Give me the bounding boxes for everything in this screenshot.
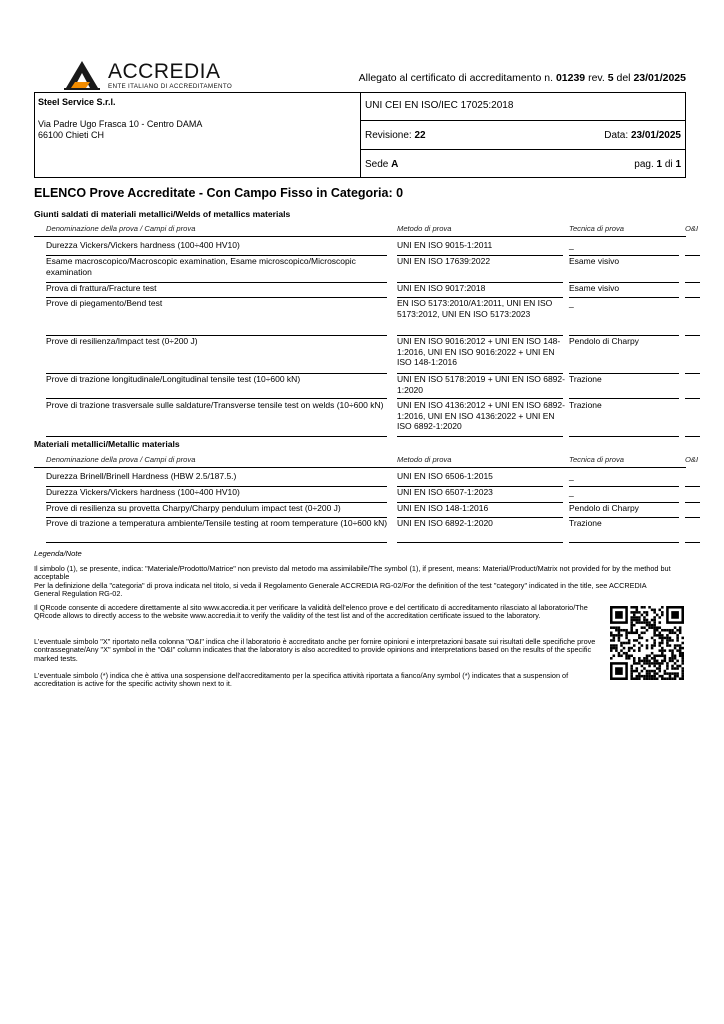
revision-row: Revisione: 22 Data: 23/01/2025 [361,121,685,150]
table-row [34,503,686,517]
row-divider [685,255,700,256]
cell-tecnica: Pendolo di Charpy [569,336,639,346]
row-divider [685,398,700,399]
cell-tecnica: Esame visivo [569,283,620,293]
cell-denominazione: Prove di trazione longitudinale/Longitudinal tensile test (10÷600 kN) [46,374,301,384]
row-divider [397,542,563,543]
row-divider [46,542,387,543]
section-title: Materiali metallici/Metallic materials [34,439,180,449]
cell-denominazione: Prove di trazione trasversale sulle saldature/Transverse tensile test on welds (10÷600 kN) [46,400,384,410]
column-header-tecnica: Tecnica di prova [569,455,625,464]
row-divider [397,436,563,437]
table-row [34,256,686,282]
table-row [34,283,686,297]
cell-tecnica: Esame visivo [569,256,620,266]
row-divider [685,335,700,336]
row-divider [685,373,700,374]
column-header-oi: O&I [685,224,699,233]
row-divider [685,297,700,298]
cell-metodo: UNI EN ISO 9015-1:2011 [397,240,493,250]
cell-metodo: EN ISO 5173:2010/A1:2011, UNI EN ISO 5173:2012, UNI EN ISO 5173:2023 [397,298,553,319]
logo-wordmark: ACCREDIA [108,60,221,83]
legend-note-4: L'eventuale simbolo "X" riportato nella colonna "O&I" indica che il laboratorio è accreditato anche per fornire opinioni e interpretazioni basate sui risultati delle specifiche prove contrassegnate/Any "X" symbol in the "O&I" column indicates that the laboratory is also accredited to provide opinions and interpretations based on the results of the specific marked tests. [34,637,596,663]
legend-note-3: Il QRcode consente di accedere direttamente al sito www.accredia.it per verificare la validità dell'elenco prove e del certificato di accreditamento rilasciato al laboratorio/The QRcode allows to directly access to the website www.accredia.it to verify the validity of the test list and of the accreditation certificate issued to the laboratory. [34,603,588,621]
cell-tecnica: _ [569,487,574,497]
accredia-logo-icon [62,60,102,90]
revision-number: 5 [607,72,614,84]
row-divider [569,542,679,543]
row-divider [685,542,700,543]
lab-info-box [34,92,686,178]
cell-denominazione: Durezza Vickers/Vickers hardness (100÷400 HV10) [46,487,240,497]
certificate-number: 01239 [555,72,586,84]
table-row [34,518,686,542]
legend-heading: Legenda/Note [34,549,82,558]
cell-metodo: UNI EN ISO 148-1:2016 [397,503,489,513]
cell-tecnica: _ [569,298,574,308]
table-row [34,400,686,436]
cell-tecnica: Trazione [569,400,602,410]
lab-address: Via Padre Ugo Frasca 10 - Centro DAMA 66100 Chieti CH [38,119,203,140]
row-divider [569,398,679,399]
cell-denominazione: Durezza Vickers/Vickers hardness (100÷400 HV10) [46,240,240,250]
row-divider [685,517,700,518]
cell-denominazione: Prove di resilienza/Impact test (0÷200 J) [46,336,198,346]
column-header-oi: O&I [685,455,699,464]
column-header-denominazione: Denominazione della prova / Campi di prova [46,455,196,464]
column-header-metodo: Metodo di prova [397,224,452,233]
cell-tecnica: Trazione [569,518,602,528]
cell-metodo: UNI EN ISO 9017:2018 [397,283,486,293]
accredia-logo [62,60,252,94]
table-row [34,487,686,502]
table-row [34,336,686,373]
column-header-metodo: Metodo di prova [397,455,452,464]
lab-details [35,93,361,177]
column-header-denominazione: Denominazione della prova / Campi di prova [46,224,196,233]
row-divider [685,502,700,503]
cell-tecnica: _ [569,471,574,481]
certificate-reference: Allegato al certificato di accreditamento n. 01239 rev. 5 del 23/01/2025 [358,72,686,84]
cell-tecnica: Trazione [569,374,602,384]
row-divider [397,398,563,399]
table-row [34,298,686,335]
section-title: Giunti saldati di materiali metallici/Welds of metallics materials [34,209,291,219]
row-divider [685,436,700,437]
legend-note-1: Il simbolo (1), se presente, indica: "Materiale/Prodotto/Matrice" non previsto dal metodo ma assimilabile/The symbol (1), if present, means: Material/Product/Matrix not provided for by the method but acceptable [34,564,671,582]
logo-subtitle: ENTE ITALIANO DI ACCREDITAMENTO [108,83,233,90]
row-divider [685,486,700,487]
table-row [34,374,686,398]
norm-row: UNI CEI EN ISO/IEC 17025:2018 [361,93,685,121]
row-divider [46,398,387,399]
sede-row: Sede A pag. 1 di 1 [365,159,681,170]
cell-denominazione: Prove di trazione a temperatura ambiente/Tensile testing at room temperature (10÷600 kN) [46,518,388,528]
cell-metodo: UNI EN ISO 6507-1:2023 [397,487,493,497]
cell-metodo: UNI EN ISO 17639:2022 [397,256,491,266]
column-header-tecnica: Tecnica di prova [569,224,625,233]
row-divider [46,436,387,437]
cell-denominazione: Durezza Brinell/Brinell Hardness (HBW 2.5/187.5.) [46,471,237,481]
cell-tecnica: Pendolo di Charpy [569,503,639,513]
cell-metodo: UNI EN ISO 6892-1:2020 [397,518,493,528]
row-divider [569,436,679,437]
cell-metodo: UNI EN ISO 5178:2019 + UNI EN ISO 6892-1:2020 [397,374,565,395]
legend-note-2: Per la definizione della "categoria" di prova indicata nel titolo, si veda il Regolamento Generale ACCREDIA RG-02/For the definition of the test "category" indicated in the title, see ACCREDIA General Regulation RG-02. [34,581,647,599]
cell-denominazione: Prova di frattura/Fracture test [46,283,157,293]
cell-denominazione: Prove di resilienza su provetta Charpy/Charpy pendulum impact test (0÷200 J) [46,503,341,513]
cell-metodo: UNI EN ISO 6506-1:2015 [397,471,493,481]
table-row [34,471,686,486]
cell-metodo: UNI EN ISO 9016:2012 + UNI EN ISO 148-1:2016, UNI EN ISO 9016:2022 + UNI EN ISO 148-1:2016 [397,336,561,367]
cell-tecnica: _ [569,240,574,250]
cell-denominazione: Esame macroscopico/Macroscopic examination, Esame microscopico/Microscopic examination [46,256,356,277]
cell-metodo: UNI EN ISO 4136:2012 + UNI EN ISO 6892-1:2016, UNI EN ISO 4136:2022 + UNI EN ISO 6892-1:2020 [397,400,565,431]
row-divider [685,282,700,283]
lab-name: Steel Service S.r.l. [38,97,116,107]
page-title: ELENCO Prove Accreditate - Con Campo Fisso in Categoria: 0 [34,186,404,200]
header-divider [34,236,686,237]
table-row [34,240,686,255]
legend-note-5: L'eventuale simbolo (*) indica che è attiva una sospensione dell'accreditamento per la specifica attività riportata a fianco/Any symbol (*) indicates that a suspension of accreditation is active for the specific activity shown next to it. [34,671,569,689]
cell-denominazione: Prove di piegamento/Bend test [46,298,163,308]
qr-code-icon[interactable] [610,606,684,680]
certificate-date: 23/01/2025 [633,72,686,84]
header-divider [34,467,686,468]
